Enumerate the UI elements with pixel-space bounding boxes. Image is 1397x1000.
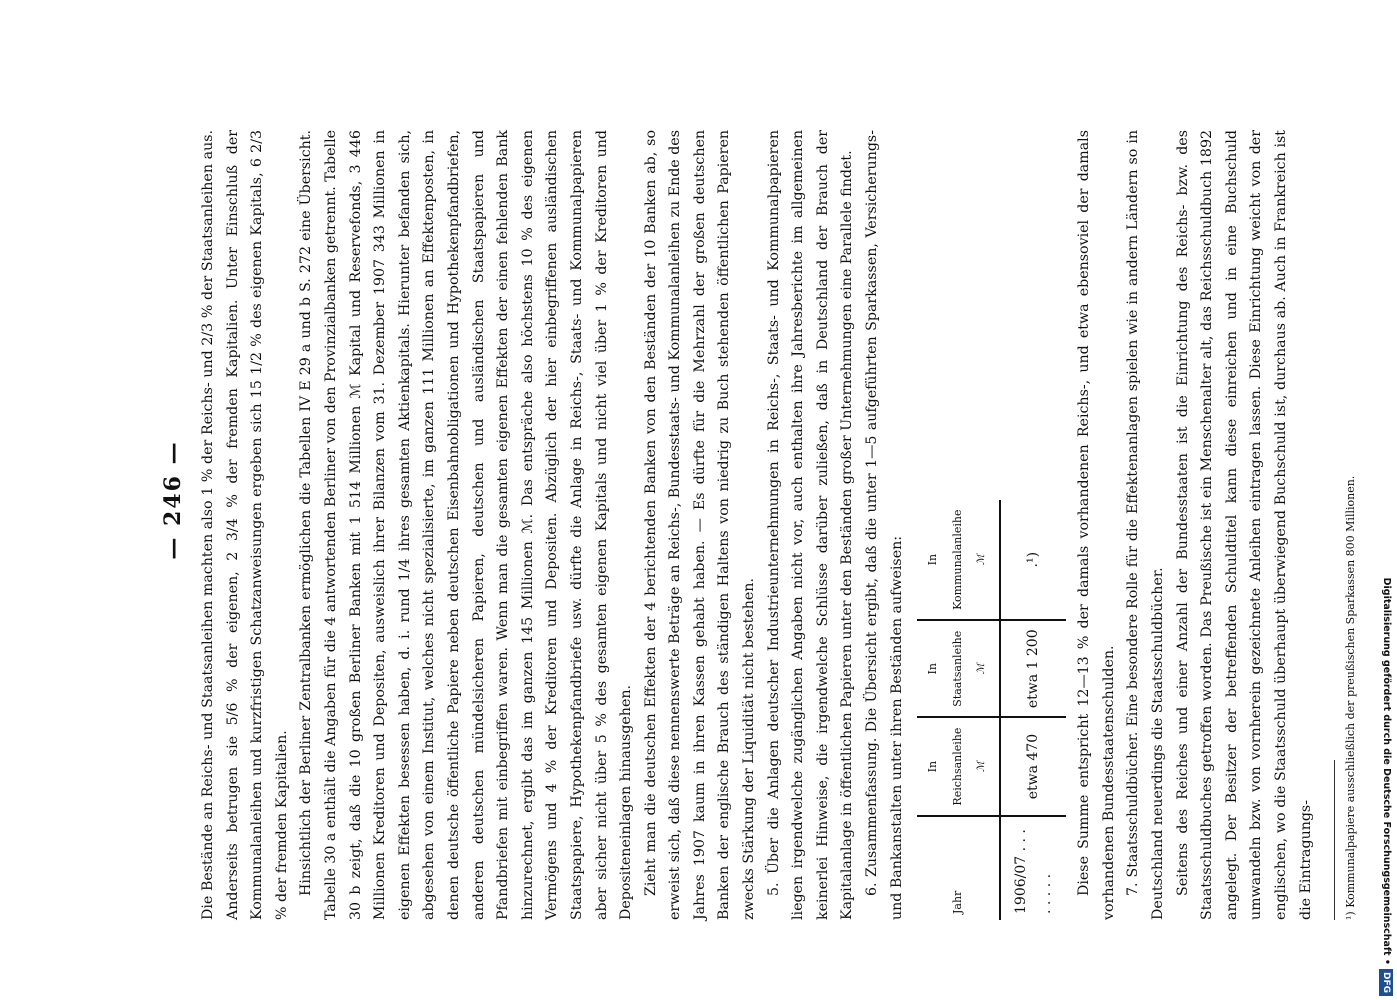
table-header: In Kommunalanleihe ℳ bbox=[917, 500, 1000, 620]
table-header: Jahr bbox=[917, 816, 1000, 920]
body-text bbox=[196, 130, 1364, 920]
paragraph: 6. Zusammenfassung. Die Übersicht ergibt, daß die unter 1—5 aufgeführten Sparkassen, Versicherungs- und Bankanstalten unter ihren Beständen aufweisen: bbox=[864, 130, 905, 920]
sidebar-credit: Digitalisierung gefördert durch die Deutsche Forschungsgemeinschaft • bbox=[1381, 577, 1392, 965]
footnote: ¹) Kommunalpapiere ausschließlich der preußischen Sparkassen 800 Millionen. bbox=[1344, 475, 1358, 920]
paragraph: Seitens des Reiches und einer Anzahl der Bundesstaaten ist die Einrichtung des Reichs- bzw. des Staatsschuldbuches getroffen worden. Das Preußische ist ein Menschenalter alt, das Reichsschuldbuch 1892 angelegt. Der Besitzer der betreffenden Schuldtitel kann diese einreichen und in eine Buchschuld umwandeln bzw. von vornherein gezeichnete Anleihen eintragen lassen. Diese Einrichtung weicht von der englischen, wo die Staatsschuld überhaupt überwiegend Buchschuld ist, durchaus ab. Auch in Frankreich ist die Eintragungs- bbox=[1174, 130, 1314, 920]
paragraph: Zieht man die deutschen Effekten der 4 berichtenden Banken von den Beständen der 10 Banken ab, so erweist sich, daß diese nennenswerte Beträge an Reichs-, Bundesstaats- und Kommunalanleihen zu Ende des Jahres 1907 kaum in ihren Kassen gehabt haben. — Es dürfte für die Mehrzahl der großen deutschen Banken der englische Brauch des ständigen Haltens von niedrig zu Buch stehenden öffentlichen Papieren zwecks Stärkung der Liquidität nicht bestehen. bbox=[642, 130, 758, 920]
paragraph: Diese Summe entspricht 12—13 % der damals vorhandenen Reichs-, und etwa ebensoviel der damals vorhandenen Bundesstaatenschulden. bbox=[1076, 130, 1117, 920]
paragraph: Hinsichtlich der Berliner Zentralbanken ermöglichen die Tabellen IV E 29 a und b S. 272 eine Übersicht. Tabelle 30 a enthält die Angaben für die 4 antwortenden Berliner von den Provinzialbanken getrennt. Tabelle 30 b zeigt, daß die 10 großen Berliner Banken mit 1 514 Millionen ℳ Kapital und Reservefonds, 3 446 Millionen Kreditoren und Depositen, ausweislich ihrer Bilanzen vom 31. Dezember 1907 343 Millionen in eigenen Effekten besessen haben, d. i. rund 1/4 ihres gesamten Aktienkapitals. Hierunter befanden sich, abgesehen von einem Institut, welches nicht spezialisierte, im ganzen 111 Millionen an Effektenposten, in denen deutsche öffentliche Papiere neben deutschen Eisenbahnobligationen und Hypothekenpfandbriefen, anderen deutschen mündelsicheren Papieren, deutschen und ausländischen Staatspapieren und Pfandbriefen mit einbegriffen waren. Wenn man die gesamten eigenen Effekten der einen fehlenden Bank hinzurechnet, ergibt das im ganzen 145 Millionen ℳ. Das entspräche also höchstens 10 % des eigenen Vermögens und 4 % der Kreditoren und Depositen. Abzüglich der hier einbegriffenen ausländischen Staatspapiere, Hypothekenpfandbriefe usw. dürfte die Anlage in Reichs-, Staats- und Kommunalpapieren aber sicher nicht über 5 % des gesamten eigenen Kapitals und nicht viel über 1 % der Kreditoren und Depositeneinlagen hinausgehen. bbox=[298, 130, 635, 920]
footnote-rule bbox=[1334, 760, 1335, 920]
holdings-table bbox=[917, 500, 1066, 920]
table-cell: etwa 1 200 bbox=[1000, 620, 1066, 717]
page-number: — 246 — bbox=[160, 440, 186, 560]
dfg-sidebar bbox=[1377, 6, 1395, 996]
rotated-page bbox=[150, 60, 1358, 940]
table-cell: .¹) bbox=[1000, 500, 1066, 620]
table-row bbox=[1000, 500, 1066, 920]
table-header: In Reichsanleihe ℳ bbox=[917, 717, 1000, 816]
table-header: In Staatsanleihe ℳ bbox=[917, 620, 1000, 717]
dfg-logo: DFG bbox=[1379, 969, 1393, 996]
table-cell: etwa 470 bbox=[1000, 717, 1066, 816]
paragraph: Die Bestände an Reichs- und Staatsanleihen machten also 1 % der Reichs- und 2/3 % der Staatsanleihen aus. Anderseits betrugen sie 5/6 % der eigenen, 2 3/4 % der fremden Kapitalien. Unter Einschluß der Kommunalanleihen und kurzfristigen Schatzanweisungen ergeben sich 15 1/2 % des eigenen Kapitals, 6 2/3 % der fremden Kapitalien. bbox=[200, 130, 290, 920]
paragraph: 7. Staatsschuldbücher. Eine besondere Rolle für die Effektenanlagen spielen wie in andern Ländern so in Deutschland neuerdings die Staatsschuldbücher. bbox=[1125, 130, 1166, 920]
paragraph: 5. Über die Anlagen deutscher Industrieunternehmungen in Reichs-, Staats- und Kommunalpapieren liegen irgendwelche zugänglichen Angaben nicht vor, auch enthalten ihre Jahresberichte im allgemeinen keinerlei Hinweise, die irgendwelche Schlüsse darüber zuließen, daß in Deutschland der Brauch der Kapitalanlage in öffentlichen Papieren unter den Beständen großer Unternehmungen eine Parallele findet. bbox=[765, 130, 856, 920]
table-cell: 1906/07 . . . . . . . . bbox=[1013, 829, 1054, 914]
